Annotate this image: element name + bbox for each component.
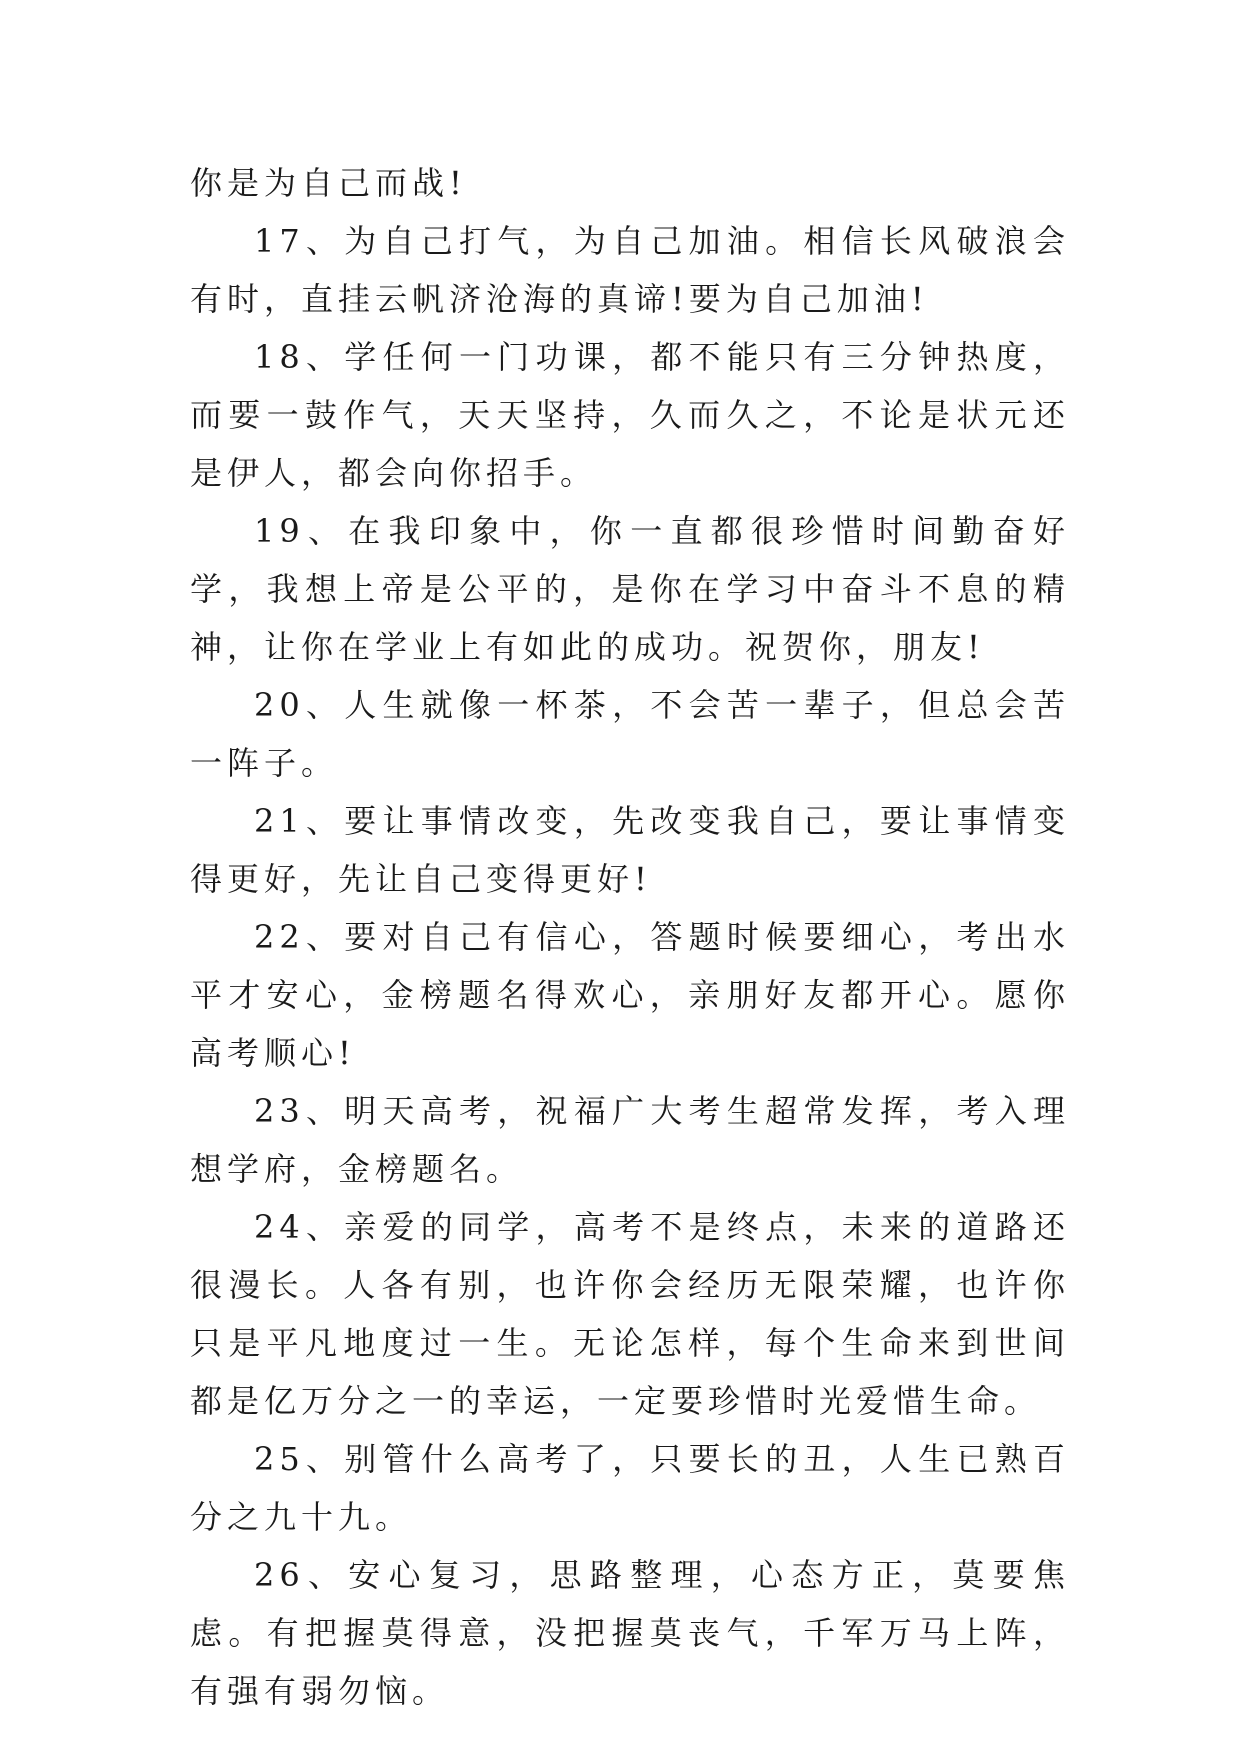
- paragraph-continuation: 你是为自己而战!: [190, 164, 467, 202]
- paragraph-18: 18、学任何一门功课，都不能只有三分钟热度，而要一鼓作气，天天坚持，久而久之，不论是状元还是伊人，都会向你招手。: [190, 338, 1070, 492]
- paragraph-19: 19、在我印象中，你一直都很珍惜时间勤奋好学，我想上帝是公平的，是你在学习中奋斗不息的精神，让你在学业上有如此的成功。祝贺你，朋友!: [190, 512, 1070, 666]
- paragraph-21: 21、要让事情改变，先改变我自己，要让事情变得更好，先让自己变得更好!: [190, 802, 1070, 898]
- paragraph-17: 17、为自己打气，为自己加油。相信长风破浪会有时，直挂云帆济沧海的真谛!要为自己加油!: [190, 222, 1070, 318]
- paragraph-25: 25、别管什么高考了，只要长的丑，人生已熟百分之九十九。: [190, 1440, 1070, 1536]
- paragraph-22: 22、要对自己有信心，答题时候要细心，考出水平才安心，金榜题名得欢心，亲朋好友都开心。愿你高考顺心!: [190, 918, 1070, 1072]
- paragraph-20: 20、人生就像一杯茶，不会苦一辈子，但总会苦一阵子。: [190, 686, 1070, 782]
- paragraph-23: 23、明天高考，祝福广大考生超常发挥，考入理想学府，金榜题名。: [190, 1092, 1070, 1188]
- document-body: [190, 154, 1070, 1720]
- paragraph-26: 26、安心复习，思路整理，心态方正，莫要焦虑。有把握莫得意，没把握莫丧气，千军万马上阵，有强有弱勿恼。: [190, 1556, 1070, 1710]
- paragraph-24: 24、亲爱的同学，高考不是终点，未来的道路还很漫长。人各有别，也许你会经历无限荣耀，也许你只是平凡地度过一生。无论怎样，每个生命来到世间都是亿万分之一的幸运，一定要珍惜时光爱惜生命。: [190, 1208, 1070, 1420]
